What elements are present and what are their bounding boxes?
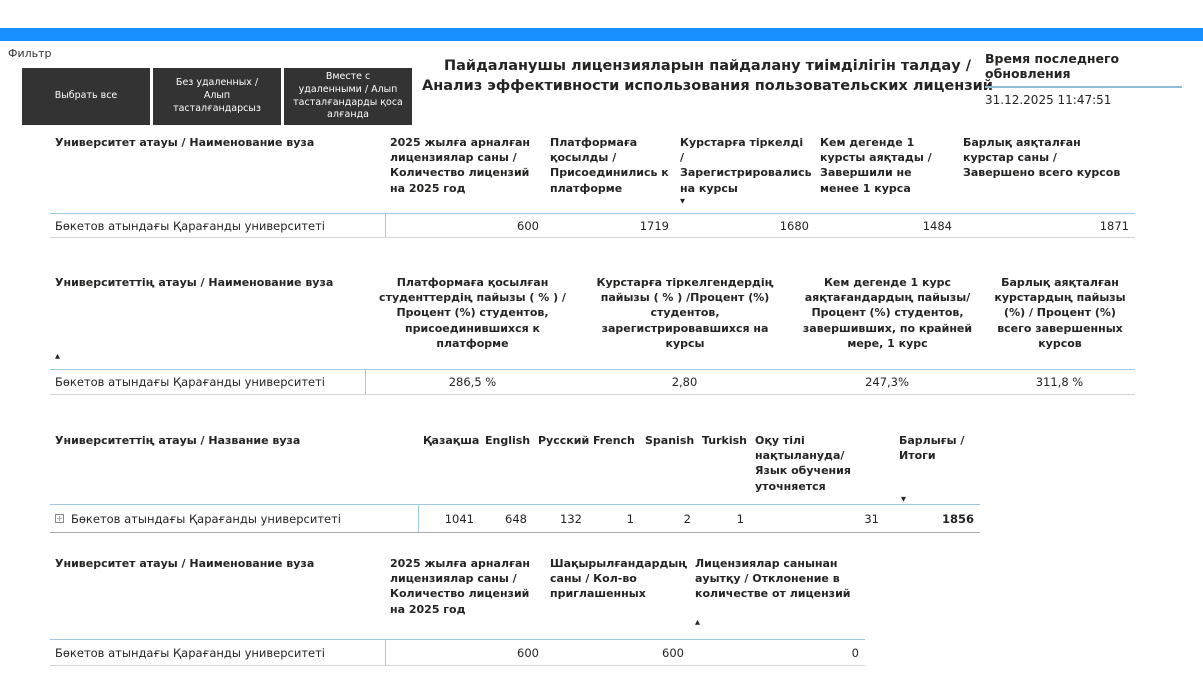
column-header-english[interactable]: English (485, 434, 531, 447)
column-header-percent-registered[interactable]: Курстарға тіркелгендердің пайызы ( % ) /Процент (%) студентов, зарегистрировавшихся на курсы (596, 276, 774, 350)
value-cell-percent-joined: 286,5 % (365, 370, 580, 394)
university-name-cell: Бөкетов атындағы Қарағанды университеті (55, 645, 325, 660)
value-cell-licenses: 600 (385, 640, 545, 665)
value-cell-percent-completed-one: 247,3% (865, 375, 909, 389)
page-title-line2: Анализ эффективности использования пользовательских лицензий (422, 77, 993, 94)
last-update-card (985, 51, 1182, 107)
sort-ascending-icon: ▲ (55, 352, 60, 361)
value-cell-language-unspecified: 31 (864, 511, 879, 526)
table-languages (50, 431, 980, 533)
column-header-language-unspecified[interactable]: Оқу тілі нақтылануда/ Язык обучения уточняется (755, 434, 851, 493)
column-header-label: Лицензиялар санынан ауытқу / Отклонение в количестве от лицензий (695, 557, 851, 601)
value-cell-joined: 1719 (639, 218, 669, 233)
table-row (50, 640, 865, 666)
filter-button-select-all[interactable]: Выбрать все (22, 68, 150, 125)
value-cell-invited: 600 (662, 645, 684, 660)
university-name-cell: Бөкетов атындағы Қарағанды университеті (55, 218, 325, 233)
column-header-total[interactable] (885, 431, 980, 504)
table-percentages (50, 273, 1135, 395)
column-header-licenses-2025[interactable]: 2025 жылға арналған лицензиялар саны / Количество лицензий на 2025 год (390, 136, 530, 195)
column-header-label: Курстарға тіркелді / Зарегистрировались на курсы (680, 136, 812, 195)
value-cell-total: 1856 (941, 511, 974, 526)
column-header-kazakh[interactable]: Қазақша (423, 434, 480, 447)
table-license-usage (50, 133, 1135, 238)
value-cell-turkish: 1 (736, 511, 744, 526)
column-header-total-completed-courses[interactable]: Барлық аяқталған курстар саны / Завершено всего курсов (963, 136, 1121, 180)
table-percentages-header (50, 273, 1135, 370)
university-name-label: Бөкетов атындағы Қарағанды университеті (71, 511, 341, 526)
column-header-license-deviation[interactable] (690, 554, 865, 627)
filter-label: Фильтр (8, 47, 52, 60)
column-header-russian[interactable]: Русский (538, 434, 590, 447)
value-cell-french: 1 (626, 511, 634, 526)
value-cell-completed-one: 1484 (922, 218, 952, 233)
page-title-line1: Пайдаланушы лицензияларын пайдалану тиімділігін талдау / (444, 58, 971, 74)
sort-descending-icon: ▼ (901, 495, 906, 504)
value-cell-licenses: 600 (385, 214, 545, 237)
table-row (50, 214, 1135, 238)
column-header-university-name[interactable]: Университет атауы / Наименование вуза (55, 136, 315, 149)
filter-button-with-deleted[interactable]: Вместе с удаленными / Алып тасталғандарды қоса алғанда (284, 68, 412, 125)
column-header-percent-joined[interactable]: Платформаға қосылған студенттердің пайызы ( % ) /Процент (%) студентов, присоединившихся к платформе (379, 276, 566, 350)
column-header-university-name[interactable]: Университеттің атауы / Название вуза (55, 434, 301, 447)
value-cell-russian: 132 (560, 511, 582, 526)
column-header-invited-count[interactable]: Шақырылғандардың саны / Кол-во приглашенных (550, 557, 688, 601)
column-header-percent-total-completed[interactable]: Барлық аяқталған курстардың пайызы (%) / Процент (%) всего завершенных курсов (994, 276, 1126, 350)
column-header-joined-platform[interactable]: Платформаға қосылды / Присоединились к платформе (550, 136, 669, 195)
value-cell-spanish: 2 (683, 511, 691, 526)
last-update-label: Время последнего обновления (985, 51, 1182, 88)
column-header-university-name[interactable]: Университет атауы / Наименование вуза (55, 557, 315, 570)
column-header-registered-courses[interactable] (675, 133, 815, 206)
page-title (420, 57, 995, 96)
table-invited-deviation-header (50, 554, 865, 640)
column-header-french[interactable]: French (593, 434, 635, 447)
column-header-completed-one-course[interactable]: Кем дегенде 1 курсты аяқтады / Завершили не менее 1 курса (820, 136, 932, 195)
table-languages-header (50, 431, 980, 505)
table-row (50, 505, 980, 533)
column-header-licenses-2025[interactable]: 2025 жылға арналған лицензиялар саны / Количество лицензий на 2025 год (390, 557, 530, 616)
sort-ascending-icon: ▲ (695, 618, 700, 627)
last-update-value: 31.12.2025 11:47:51 (985, 93, 1112, 107)
expand-toggle-icon[interactable]: + (56, 513, 63, 523)
table-license-usage-header (50, 133, 1135, 214)
value-cell-kazakh: 1041 (418, 505, 480, 532)
sort-descending-icon: ▼ (680, 197, 685, 206)
column-header-percent-completed-one[interactable]: Кем дегенде 1 курс аяқтағандардың пайызы/ Процент (%) студентов, завершивших, по крайней мере, 1 курс (802, 276, 973, 350)
filter-button-without-deleted[interactable]: Без удаленных / Алып тасталғандарсыз (153, 68, 281, 125)
top-accent-bar (0, 28, 1203, 41)
value-cell-percent-total-completed: 311,8 % (1035, 375, 1084, 389)
value-cell-deviation: 0 (851, 645, 859, 660)
value-cell-registered: 1680 (779, 218, 809, 233)
university-name-cell: Бөкетов атындағы Қарағанды университеті (55, 375, 325, 389)
value-cell-english: 648 (505, 511, 527, 526)
column-header-spanish[interactable]: Spanish (645, 434, 695, 447)
university-name-cell (50, 505, 418, 532)
table-row (50, 370, 1135, 395)
filter-button-group (22, 68, 412, 125)
table-invited-deviation (50, 554, 865, 666)
value-cell-percent-registered: 2,80 (671, 375, 698, 389)
column-header-university-name[interactable] (50, 273, 365, 361)
column-header-label: Университеттің атауы / Наименование вуза (55, 276, 334, 289)
column-header-turkish[interactable]: Turkish (702, 434, 748, 447)
value-cell-total-completed: 1871 (1099, 218, 1129, 233)
column-header-label: Барлығы / Итоги (899, 434, 965, 463)
